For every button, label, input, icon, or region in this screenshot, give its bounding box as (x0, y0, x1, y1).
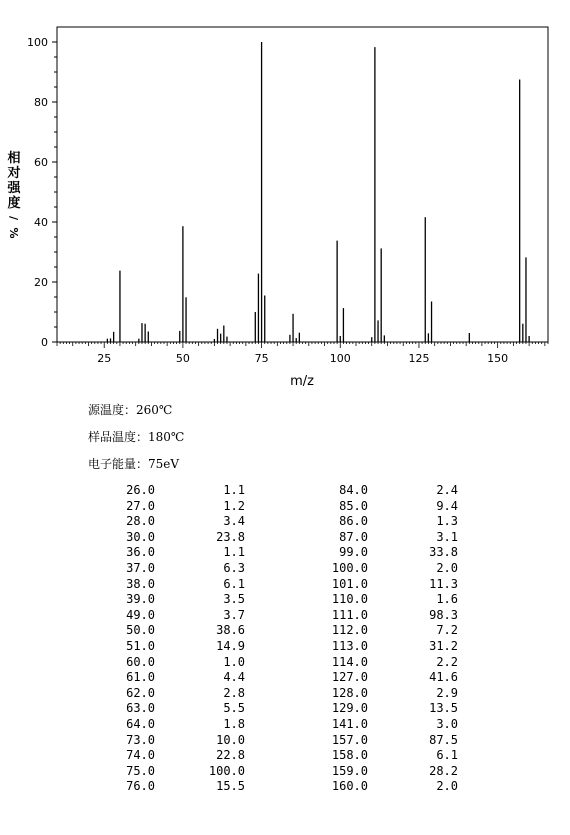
intensity-cell: 14.9 (216, 638, 245, 653)
plot-frame (57, 27, 548, 342)
y-tick-label: 100 (27, 36, 48, 49)
x-tick-label: 75 (254, 352, 269, 365)
mz-cell: 99.0 (339, 545, 368, 560)
intensity-cell: 6.1 (223, 576, 245, 591)
y-axis-label-char: 强 (7, 181, 21, 196)
mz-cell: 73.0 (126, 732, 155, 747)
table-row (95, 733, 458, 749)
mz-cell: 129.0 (331, 701, 368, 716)
mz-cell: 86.0 (339, 514, 368, 529)
intensity-cell: 3.7 (223, 607, 245, 622)
intensity-cell: 1.8 (223, 716, 245, 731)
mz-cell: 158.0 (331, 748, 368, 763)
mz-cell: 127.0 (331, 670, 368, 685)
intensity-cell: 7.2 (436, 623, 458, 638)
mz-cell: 141.0 (331, 716, 368, 731)
mz-cell: 157.0 (331, 732, 368, 747)
intensity-cell: 1.6 (436, 592, 458, 607)
electron-energy: 电子能量：75eV (88, 457, 180, 471)
mz-cell: 87.0 (339, 529, 368, 544)
y-axis-label-char: / (7, 215, 20, 221)
intensity-cell: 31.2 (429, 638, 458, 653)
axes (27, 27, 548, 365)
y-axis-label-char: % (7, 227, 20, 239)
mz-cell: 75.0 (126, 763, 155, 778)
mz-cell: 84.0 (339, 483, 368, 497)
intensity-cell: 33.8 (429, 545, 458, 560)
mz-cell: 113.0 (331, 638, 368, 653)
mz-cell: 49.0 (126, 607, 155, 622)
table-row (95, 717, 458, 733)
mz-cell: 111.0 (331, 607, 368, 622)
mz-cell: 100.0 (331, 560, 368, 575)
intensity-cell: 2.8 (223, 685, 245, 700)
mz-cell: 28.0 (126, 514, 155, 529)
intensity-cell: 41.6 (429, 670, 458, 685)
x-tick-label: 50 (175, 352, 190, 365)
table-row (95, 686, 458, 702)
mz-cell: 110.0 (331, 592, 368, 607)
intensity-cell: 98.3 (429, 607, 458, 622)
intensity-cell: 87.5 (429, 732, 458, 747)
mz-cell: 39.0 (126, 592, 155, 607)
intensity-cell: 13.5 (429, 701, 458, 716)
table-row (95, 701, 458, 717)
intensity-cell: 6.1 (436, 748, 458, 763)
table-row (95, 530, 458, 546)
mz-cell: 60.0 (126, 654, 155, 669)
intensity-cell: 6.3 (223, 560, 245, 575)
y-axis-label-char: 度 (7, 196, 21, 211)
table-row (95, 514, 458, 530)
mz-cell: 50.0 (126, 623, 155, 638)
intensity-cell: 4.4 (223, 670, 245, 685)
intensity-cell: 9.4 (436, 498, 458, 513)
mz-cell: 101.0 (331, 576, 368, 591)
mz-cell: 27.0 (126, 498, 155, 513)
x-tick-label: 25 (97, 352, 112, 365)
y-tick-label: 60 (34, 156, 48, 169)
intensity-cell: 22.8 (216, 748, 245, 763)
table-row (95, 779, 458, 795)
table-row (95, 764, 458, 780)
mz-cell: 30.0 (126, 529, 155, 544)
mz-cell: 159.0 (331, 763, 368, 778)
mz-cell: 38.0 (126, 576, 155, 591)
mass-spectrum-chart (0, 0, 570, 395)
y-tick-label: 20 (34, 276, 48, 289)
mz-cell: 112.0 (331, 623, 368, 638)
x-tick-label: 125 (408, 352, 430, 365)
intensity-cell: 3.1 (436, 529, 458, 544)
table-row (95, 655, 458, 671)
intensity-cell: 100.0 (208, 763, 245, 778)
mz-cell: 74.0 (126, 748, 155, 763)
intensity-cell: 28.2 (429, 763, 458, 778)
table-row (95, 639, 458, 655)
intensity-cell: 3.0 (436, 716, 458, 731)
mz-cell: 37.0 (126, 560, 155, 575)
intensity-cell: 10.0 (216, 732, 245, 747)
table-row (95, 670, 458, 686)
x-axis-label: m/z (290, 374, 314, 389)
x-tick-label: 150 (487, 352, 509, 365)
table-row (95, 623, 458, 639)
intensity-cell: 11.3 (429, 576, 458, 591)
intensity-cell: 38.6 (216, 623, 245, 638)
mz-cell: 160.0 (331, 779, 368, 794)
table-row (95, 608, 458, 624)
table-row (95, 577, 458, 593)
intensity-cell: 1.1 (223, 545, 245, 560)
peak-table (95, 483, 458, 795)
x-tick-label: 100 (329, 352, 351, 365)
intensity-cell: 1.2 (223, 498, 245, 513)
mz-cell: 64.0 (126, 716, 155, 731)
mz-cell: 26.0 (126, 483, 155, 497)
intensity-cell: 15.5 (216, 779, 245, 794)
table-row (95, 483, 458, 499)
mz-cell: 76.0 (126, 779, 155, 794)
intensity-cell: 1.0 (223, 654, 245, 669)
y-axis-label-char: 相 (7, 151, 21, 166)
table-row (95, 592, 458, 608)
mz-cell: 63.0 (126, 701, 155, 716)
y-axis-label (6, 150, 21, 239)
intensity-cell: 2.0 (436, 779, 458, 794)
y-tick-label: 40 (34, 216, 48, 229)
mz-cell: 62.0 (126, 685, 155, 700)
intensity-cell: 5.5 (223, 701, 245, 716)
mz-cell: 36.0 (126, 545, 155, 560)
mz-cell: 85.0 (339, 498, 368, 513)
intensity-cell: 2.4 (436, 483, 458, 497)
y-tick-label: 80 (34, 96, 48, 109)
intensity-cell: 3.4 (223, 514, 245, 529)
table-row (95, 748, 458, 764)
intensity-cell: 23.8 (216, 529, 245, 544)
mz-cell: 61.0 (126, 670, 155, 685)
intensity-cell: 1.3 (436, 514, 458, 529)
y-axis-label-char: 对 (7, 166, 21, 181)
mz-cell: 128.0 (331, 685, 368, 700)
intensity-cell: 3.5 (223, 592, 245, 607)
spectrum-bars (107, 42, 529, 342)
mz-cell: 114.0 (331, 654, 368, 669)
table-row (95, 561, 458, 577)
mz-cell: 51.0 (126, 638, 155, 653)
intensity-cell: 2.9 (436, 685, 458, 700)
intensity-cell: 1.1 (223, 483, 245, 497)
y-tick-label: 0 (41, 336, 48, 349)
sample-temperature: 样品温度：180℃ (88, 430, 185, 444)
source-temperature: 源温度：260℃ (88, 403, 173, 417)
intensity-cell: 2.2 (436, 654, 458, 669)
intensity-cell: 2.0 (436, 560, 458, 575)
table-row (95, 499, 458, 515)
table-row (95, 545, 458, 561)
